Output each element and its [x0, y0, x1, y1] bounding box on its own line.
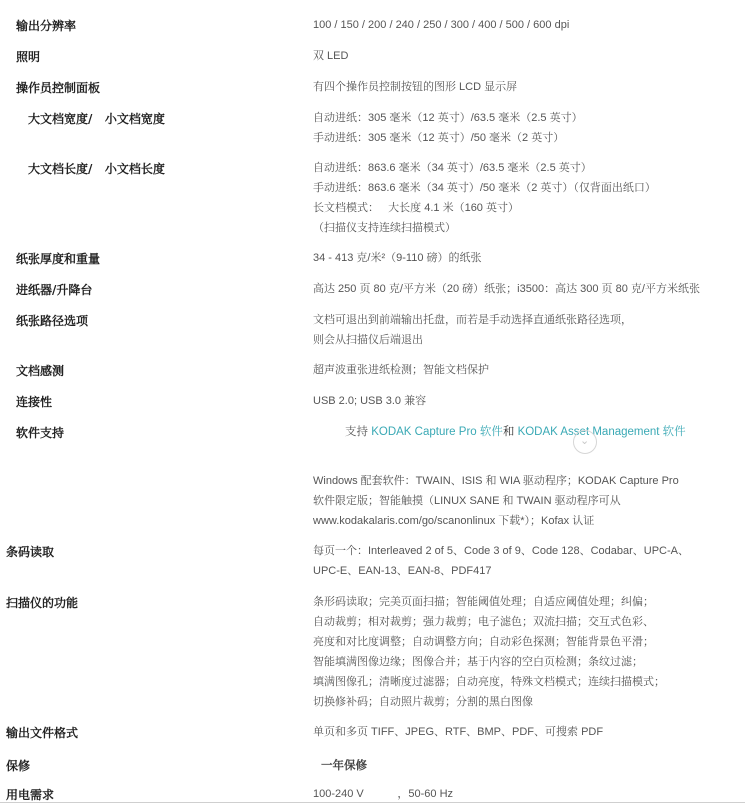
spec-value-line: 则会从扫描仪后端退出 [313, 334, 423, 346]
spec-label: 操作员控制面板 [16, 81, 101, 95]
spec-value-line: 文档可退出到前端输出托盘，而若是手动选择直通纸张路径选项， [313, 314, 632, 326]
scroll-down-button[interactable] [573, 430, 597, 454]
software-prefix: 支持 [345, 426, 372, 438]
spec-value-line: 每页一个：Interleaved 2 of 5、Code 3 of 9、Code 128、Codabar、UPC-A、 [313, 545, 690, 557]
spec-value-line: 100-240 V ，50-60 Hz [313, 788, 454, 800]
capture-pro-link[interactable]: KODAK Capture Pro 软件 [371, 426, 503, 438]
spec-value-line: 自动裁剪；相对裁剪；强力裁剪；电子滤色；双流扫描；交互式色彩、 [313, 616, 654, 628]
spec-value-line: 34 - 413 克/米²（9-110 磅）的纸张 [313, 252, 482, 264]
spec-label: 软件支持 [16, 426, 65, 440]
spec-label: 条码读取 [6, 545, 55, 559]
spec-value-line: 自动进纸：863.6 毫米（34 英寸）/63.5 毫米（2.5 英寸） [313, 162, 592, 174]
software-and: 和 [502, 426, 518, 438]
chevron-down-icon: ⌄ [580, 435, 590, 447]
spec-value-line: UPC-E、EAN-13、EAN-8、PDF417 [313, 565, 492, 577]
software-support-line [345, 422, 686, 442]
spec-value-line: 双 LED [313, 50, 349, 62]
spec-value [313, 108, 583, 148]
spec-label: 保修 [6, 759, 31, 773]
spec-value [313, 279, 700, 299]
spec-value [313, 77, 517, 97]
spec-value-line: 软件限定版；智能触摸（LINUX SANE 和 TWAIN 驱动程序可从 [313, 495, 621, 507]
spec-label: 大文档长度/ 小文档长度 [28, 162, 165, 176]
spec-value-line: 切换修补码；自动照片裁剪；分割的黑白图像 [313, 696, 533, 708]
spec-value [313, 248, 482, 268]
spec-label: 输出文件格式 [6, 726, 79, 740]
spec-value-line: 填满图像孔；清晰度过滤器；自动亮度，特殊文档模式；连续扫描模式； [313, 676, 665, 688]
spec-value-line: 高达 250 页 80 克/平方米（20 磅）纸张；i3500：高达 300 页 80 克/平方米纸张 [313, 283, 700, 295]
spec-value-line: 手动进纸：305 毫米（12 英寸）/50 毫米（2 英寸） [313, 132, 565, 144]
spec-value-line: 100 / 150 / 200 / 240 / 250 / 300 / 400 / 500 / 600 dpi [313, 19, 570, 31]
asset-management-link[interactable]: KODAK Asset Management 软件 [517, 426, 686, 438]
spec-value-line: 超声波重张进纸检测；智能文档保护 [313, 364, 489, 376]
spec-label: 连接性 [16, 395, 53, 409]
spec-value-line: www.kodakalaris.com/go/scanonlinux 下载*）；Kofax 认证 [313, 515, 595, 527]
spec-value [313, 15, 569, 35]
spec-value-line: Windows 配套软件：TWAIN、ISIS 和 WIA 驱动程序；KODAK Capture Pro [313, 475, 679, 487]
spec-value-line: 智能填满图像边缘；图像合并；基于内容的空白页检测；条纹过滤； [313, 656, 643, 668]
spec-label: 输出分辨率 [16, 19, 77, 33]
spec-value [313, 722, 603, 742]
spec-value [321, 755, 367, 775]
divider [0, 802, 745, 803]
spec-value-line: 单页和多页 TIFF、JPEG、RTF、BMP、PDF、可搜索 PDF [313, 726, 604, 738]
spec-value-line: 长文档模式： 大长度 4.1 米（160 英寸） [313, 202, 519, 214]
spec-value [313, 784, 453, 804]
spec-label: 文档感测 [16, 364, 65, 378]
spec-label: 用电需求 [6, 788, 55, 802]
spec-value-line: 条形码读取；完美页面扫描；智能阈值处理；自适应阈值处理；纠偏； [313, 596, 654, 608]
spec-label: 大文档宽度/ 小文档宽度 [28, 112, 165, 126]
spec-value [313, 391, 426, 411]
spec-value-line: 亮度和对比度调整；自动调整方向；自动彩色探测；智能背景色平滑； [313, 636, 654, 648]
spec-label: 扫描仪的功能 [6, 596, 79, 610]
spec-value [313, 360, 489, 380]
spec-value [313, 46, 348, 66]
spec-value [313, 471, 679, 531]
spec-label: 纸张厚度和重量 [16, 252, 101, 266]
spec-value [313, 158, 656, 238]
spec-value [313, 541, 689, 581]
spec-label: 纸张路径选项 [16, 314, 89, 328]
spec-value [313, 592, 665, 712]
spec-label: 进纸器/升降台 [16, 283, 93, 297]
spec-value-line: USB 2.0; USB 3.0 兼容 [313, 395, 427, 407]
spec-label: 照明 [16, 50, 41, 64]
spec-value-line: 自动进纸：305 毫米（12 英寸）/63.5 毫米（2.5 英寸） [313, 112, 583, 124]
spec-value-line: （扫描仪支持连续扫描模式） [313, 222, 456, 234]
spec-value-line: 手动进纸：863.6 毫米（34 英寸）/50 毫米（2 英寸）（仅背面出纸口） [313, 182, 656, 194]
spec-value-line: 一年保修 [321, 758, 367, 772]
spec-value [313, 310, 632, 350]
spec-value-line: 有四个操作员控制按钮的图形 LCD 显示屏 [313, 81, 518, 93]
